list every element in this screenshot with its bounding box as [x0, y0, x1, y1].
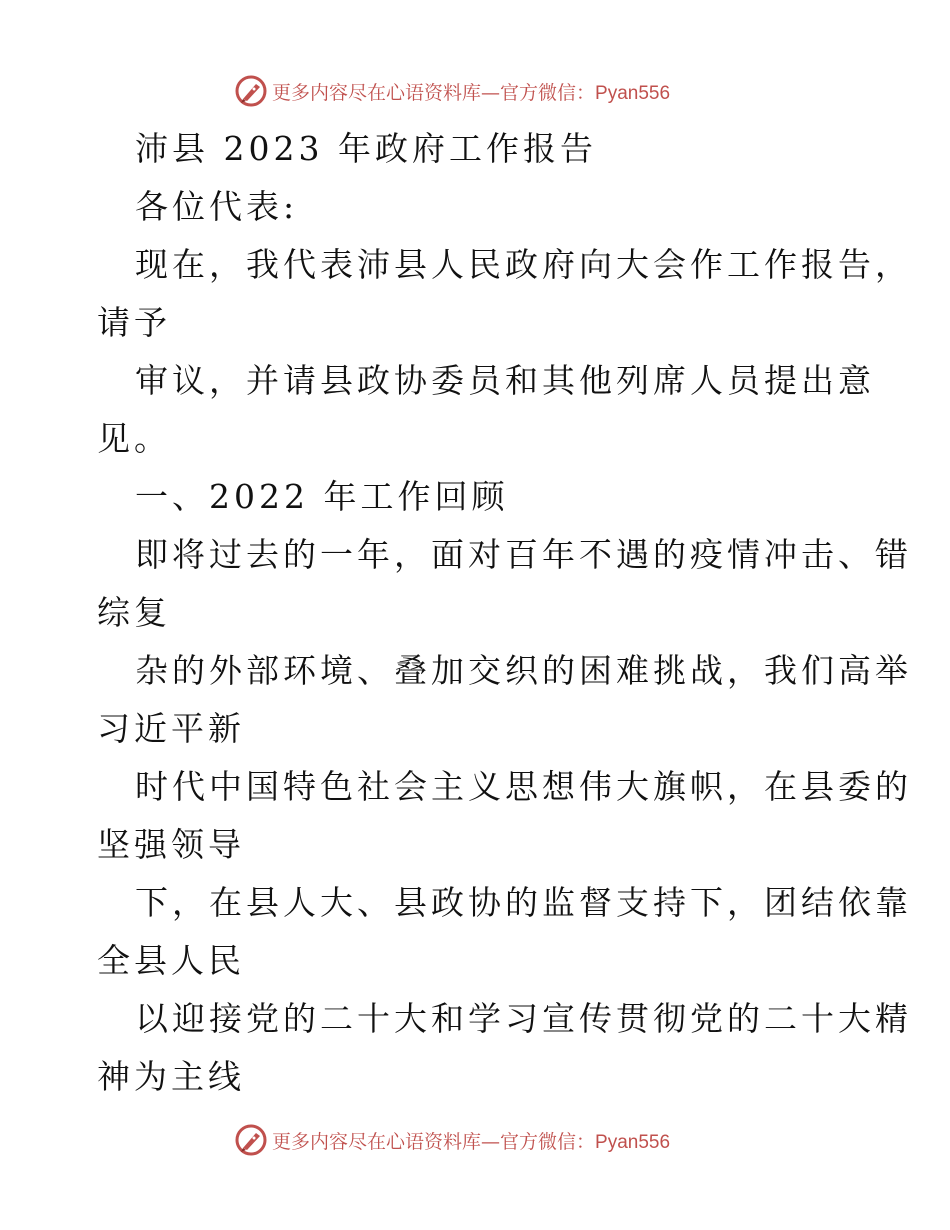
footer-watermark: [234, 1122, 670, 1158]
pen-circle-logo-icon: [234, 74, 268, 108]
text-line: 现在，我代表沛县人民政府向大会作工作报告，: [135, 245, 912, 284]
text-line: 综复: [97, 593, 171, 632]
text-line: 习近平新: [97, 709, 245, 748]
text-line: 坚强领导: [97, 825, 245, 864]
watermark-text: 更多内容尽在心语资料库—官方微信：Pyan556: [272, 1130, 671, 1153]
text-line: 神为主线: [97, 1057, 245, 1096]
text-line: 请予: [97, 303, 171, 342]
text-line: 沛县 2023 年政府工作报告: [135, 129, 597, 168]
text-line: 时代中国特色社会主义思想伟大旗帜，在县委的: [135, 767, 912, 806]
text-line: 各位代表:: [135, 187, 299, 226]
text-line: 杂的外部环境、叠加交织的困难挑战，我们高举: [135, 651, 912, 690]
text-line: 一、2022 年工作回顾: [135, 477, 509, 516]
document-body: [97, 120, 912, 1106]
text-line: 见。: [97, 419, 171, 458]
text-line: 即将过去的一年，面对百年不遇的疫情冲击、错: [135, 535, 912, 574]
watermark-text: 更多内容尽在心语资料库—官方微信：Pyan556: [272, 81, 671, 104]
text-line: 全县人民: [97, 941, 245, 980]
pen-circle-logo-icon: [234, 1123, 268, 1157]
header-watermark: [234, 73, 670, 109]
text-line: 审议，并请县政协委员和其他列席人员提出意: [135, 361, 875, 400]
text-line: 下，在县人大、县政协的监督支持下，团结依靠: [135, 883, 912, 922]
text-line: 以迎接党的二十大和学习宣传贯彻党的二十大精: [135, 999, 912, 1038]
